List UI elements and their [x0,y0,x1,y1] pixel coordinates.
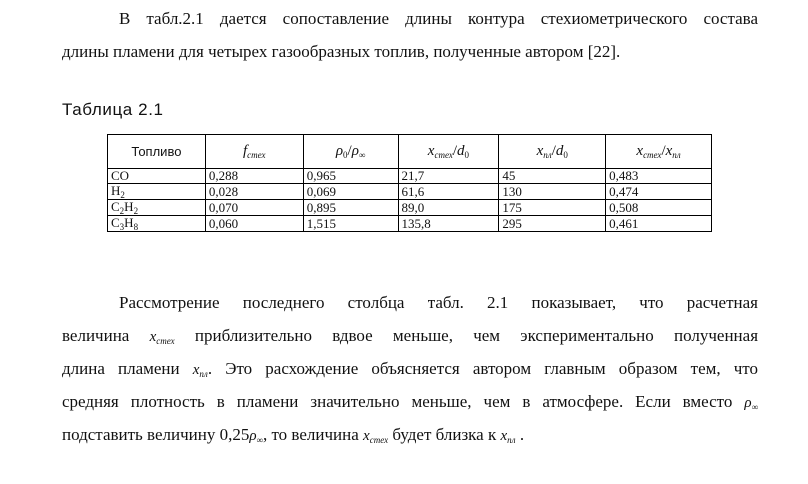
fuel-formula-sub: 3 [119,222,125,232]
header-f-stex [205,135,303,169]
symbol-x: x [636,143,644,159]
symbol-x: x [665,143,673,159]
symbol-x: x [363,428,370,444]
sub-stex: стех [247,150,266,160]
value-cell: 89,0 [398,200,499,216]
intro-paragraph [62,2,758,68]
sub-stex: стех [643,150,662,160]
sub-stex: стех [434,150,453,160]
fuel-cell [108,200,206,216]
symbol-x: x [149,329,157,345]
symbol-rho: ρ [744,395,752,411]
value-cell: 0,069 [303,184,398,200]
fuel-cell [108,216,206,232]
fuel-formula-base: C [111,199,120,214]
text-span: средняя плотность в пламени значительно меньше, чем в атмосфере. Если вместо [62,392,733,411]
symbol-x: x [192,362,200,378]
fuel-formula-base: H [111,183,121,198]
value-cell: 0,288 [205,169,303,184]
sub-inf: ∞ [256,435,263,445]
symbol-rho: ρ [351,143,359,159]
value-cell: 45 [499,169,606,184]
slash: / [452,143,458,159]
value-cell: 1,515 [303,216,398,232]
discussion-line-3 [62,352,758,385]
slash: / [661,143,666,159]
intro-line-1: В табл.2.1 дается сопоставление длины контура стехиометрического состава [119,9,758,28]
inline-rho-inf [249,428,263,444]
sub-pl: пл [507,435,516,445]
value-cell: 0,508 [606,200,712,216]
symbol-d: d [457,143,465,159]
value-cell: 0,028 [205,184,303,200]
value-cell: 0,483 [606,169,712,184]
value-cell: 0,060 [205,216,303,232]
value-cell: 61,6 [398,184,499,200]
text-span: . [519,425,525,444]
value-cell: 175 [499,200,606,216]
text-span: длина пламени [62,359,180,378]
sub-stex: стех [156,336,175,346]
value-cell: 0,474 [606,184,712,200]
symbol-f: f [243,143,248,159]
discussion-line-1: Рассмотрение последнего столбца табл. 2.1 показывает, что расчетная [119,293,758,312]
slash: / [347,143,352,159]
fuel-formula-sub: 2 [119,206,125,216]
symbol-d: d [555,143,564,159]
fuel-cell [108,184,206,200]
value-cell: 0,895 [303,200,398,216]
inline-x-stex [150,329,175,345]
header-x-stex-x-pl [606,135,712,169]
value-cell: 0,070 [205,200,303,216]
value-cell: 135,8 [398,216,499,232]
text-span: будет близка к [392,425,497,444]
text-span: . Это расхождение объясняется автором главным образом тем, что [207,359,759,378]
value-cell: 0,461 [606,216,712,232]
sub-stex: стех [369,435,389,445]
discussion-line-5 [62,418,758,451]
discussion-paragraph [62,286,758,451]
fuel-formula-base2: H [124,215,134,230]
table-row [108,184,712,200]
table-header-row [108,135,712,169]
slash: / [551,143,556,159]
text-span: приблизительно вдвое меньше, чем экспериментально полученная [194,326,759,345]
inline-x-pl [500,428,515,444]
data-table [107,134,712,232]
sub-pl: пл [199,369,208,379]
table-row [108,216,712,232]
table-caption: Таблица 2.1 [62,100,164,119]
inline-rho-inf [744,395,758,411]
value-cell: 21,7 [398,169,499,184]
value-cell: 0,965 [303,169,398,184]
sub-inf: ∞ [751,402,758,412]
discussion-line-4 [62,385,758,418]
sub-zero: 0 [464,150,470,160]
fuel-formula: CO [111,168,130,183]
table-row [108,169,712,184]
sub-pl: пл [543,150,552,160]
symbol-x: x [536,143,544,159]
text-span: подставить величину 0,25 [62,425,250,444]
fuel-cell [108,169,206,184]
header-x-stex-d0 [398,135,499,169]
discussion-line-2 [62,319,758,352]
intro-line-2: длины пламени для четырех газообразных топлив, полученные автором [22]. [62,42,621,61]
fuel-formula-base: C [111,215,120,230]
fuel-formula-sub2: 8 [133,222,139,232]
header-rho-ratio [303,135,398,169]
value-cell: 295 [499,216,606,232]
sub-inf: ∞ [358,150,366,160]
fuel-formula-sub2: 2 [133,206,139,216]
sub-zero: 0 [343,150,348,160]
table-row [108,200,712,216]
inline-x-stex [363,428,388,444]
text-span: , то величина [262,425,359,444]
symbol-rho: ρ [335,143,344,159]
text-span: величина [62,326,130,345]
header-x-pl-d0 [499,135,606,169]
symbol-rho: ρ [249,428,257,444]
value-cell: 130 [499,184,606,200]
symbol-x: x [427,143,435,159]
fuel-formula-sub: 2 [120,190,125,200]
sub-pl: пл [672,150,681,160]
header-fuel: Топливо [108,135,206,169]
inline-x-pl [193,362,208,378]
symbol-x: x [500,428,508,444]
sub-zero: 0 [563,150,568,160]
fuel-formula-base2: H [124,199,134,214]
